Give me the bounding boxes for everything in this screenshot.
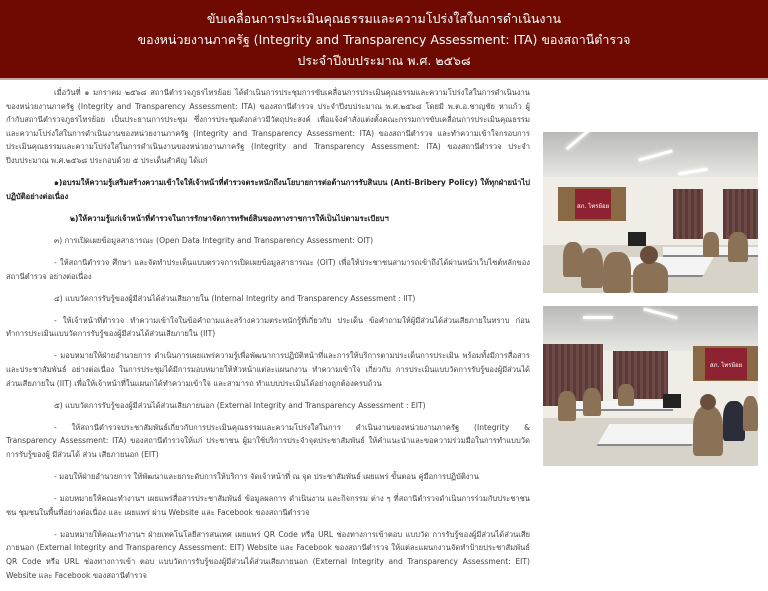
item-4-detail-1: - ให้เจ้าหน้าที่ตำรวจ ทำความเข้าใจในข้อคำถามและสร้างความตระหนักรู้ที่เกี่ยวกับ ประเด็น ข้อคำถามให้ผู้มีส่วนได้ส่วนเสียภายในทราบ ก่อนทำการประเมินแบบวัดการรับรู้ของผู้มีส่วนได้ส่วนเสียภายใน (IIT) [6, 315, 530, 339]
item-1: ๑)อบรมให้ความรู้เสริมสร้างความเข้าใจให้เจ้าหน้าที่ตำรวจตระหนักถึงนโยบายการต่อต้านการรับสินบน (Anti-Bribery Policy) ให้ทุกฝ่ายนำไปปฏิบัติอย่างต่อเนื่อง [6, 178, 530, 201]
station-sign: สภ. ไทรย้อย [575, 189, 611, 219]
item-5-detail-2: - มอบให้ฝ่ายอำนวยการ ให้พัฒนาและยกระดับการให้บริการ จัดเจ้าหน้าที่ ณ จุด ประชาสัมพันธ์ เผยแพร่ ขั้นตอน คู่มือการปฏิบัติงาน [54, 472, 479, 482]
meeting-photo-2 [543, 306, 758, 466]
item-5: ๕) แบบวัดการรับรู้ของผู้มีส่วนได้ส่วนเสียภายนอก (External Integrity and Transparency Assessment : EIT) [54, 400, 426, 410]
item-3-detail: - ให้สถานีตำรวจ ศึกษา และจัดทำประเด็นแบบตรวจการเปิดเผยข้อมูลสาธารณะ (OIT) เพื่อให้ประชาชนสามารถเข้าถึงได้ผ่านหน้าเว็บไซต์หลักของสถานีตำรวจ อย่างต่อเนื่อง [6, 257, 530, 281]
item-3: ๓) การเปิดเผยข้อมูลสาธารณะ (Open Data Integrity and Transparency Assessment: OIT) [54, 235, 374, 245]
article-body [6, 86, 530, 591]
meeting-photo-1 [543, 132, 758, 293]
item-4-detail-2: - มอบหมายให้ฝ่ายอำนวยการ ดำเนินการเผยแพร่ความรู้เพื่อพัฒนาการปฏิบัติหน้าที่และการให้บริการตามประเด็นการประเมิน พร้อมทั้งมีการสื่อสาร และประชาสัมพันธ์ อย่างต่อเนื่อง ในการประชุมได้มีการมอบหมายให้หัวหน้าแต่ละแผนกงาน ทำความเข้าใจ เกี่ยวกับ การประเมินแบบวัดการรับรู้ของผู้มีส่วนได้ส่วนเสียภายใน (IIT) เพื่อให้เจ้าหน้าที่ในแผนกได้ทำความเข้าใจ และสามารถ ทำแบบประเมินได้อย่างถูกต้องครบถ้วน [6, 351, 530, 388]
intro-paragraph: เมื่อวันที่ ๑ มกราคม ๒๕๖๘ สถานีตำรวจภูธรไทรย้อย ได้ดำเนินการประชุมการขับเคลื่อนการประเมินคุณธรรมและความโปร่งใสในการดำเนินงาน ของหน่วยงานภาครัฐ (Integrity and Transparency Assessment: ITA) ของสถานีตำรวจ ประจำปีงบประมาณ พ.ศ.๒๕๖๘ โดยมี พ.ต.อ.ชาญชัย หาแก้ว ผู้กำกับสถานีตำรวจภูธรไทรย้อย เป็นประธานการประชุม ซึ่งการประชุมดังกล่าวมีวัตถุประสงค์ เพื่อแจ้งคำสั่งแต่งตั้งคณะกรรมการขับเคลื่อนการประเมินคุณธรรมและความโปร่งใสในการดำเนินงานของหน่วยงานภาครัฐ (Integrity and Transparency Assessment: ITA) ของสถานีตำรวจ และทำความเข้าใจกรอบการประเมินคุณธรรมและความโปร่งใสในการดำเนินงานของหน่วยงานภาครัฐ (Integrity and Transparency Assessment: ITA) ของสถานีตำรวจ ประจำปีงบประมาณ พ.ศ.๒๕๖๘ ประกอบด้วย ๕ ประเด็นสำคัญ ได้แก่ [6, 88, 530, 165]
page-title-line-2: ของหน่วยงานภาครัฐ (Integrity and Transparency Assessment: ITA) ของสถานีตำรวจ [137, 32, 631, 47]
page-title-line-1: ขับเคลื่อนการประเมินคุณธรรมและความโปร่งใสในการดำเนินงาน [206, 11, 562, 26]
item-4: ๔) แบบวัดการรับรู้ของผู้มีส่วนได้ส่วนเสียภายใน (Internal Integrity and Transparency Assessment : IIT) [54, 293, 416, 303]
item-2: ๒)ให้ความรู้แก่เจ้าหน้าที่ตำรวจในการรักษาจัดการทรัพย์สินของทางราชการให้เป็นไปตามระเบียบฯ [70, 213, 389, 223]
page-header [0, 0, 768, 80]
item-5-detail-4: - มอบหมายให้คณะทำงานฯ ฝ่ายเทคโนโลยีสารสนเทศ เผยแพร่ QR Code หรือ URL ช่องทางการเข้าตอบ แบบวัด การรับรู้ของผู้มีส่วนได้ส่วนเสียภายนอก (External Integrity and Transparency Assessment: EIT) Website และ Facebook ของสถานีตำรวจ ให้แต่ละแผนกงานจัดทำป้ายประชาสัมพันธ์ QR Code หรือ URL ช่องทางการเข้า ตอบ แบบวัดการรับรู้ของผู้มีส่วนได้ส่วนเสียภายนอก (External Integrity and Transparency Assessment: EIT) Website และ Facebook ของสถานีตำรวจ [6, 529, 530, 580]
item-5-detail-1: - ให้สถานีตำรวจประชาสัมพันธ์เกี่ยวกับการประเมินคุณธรรมและความโปร่งใสในการ ดำเนินงานของหน่วยงานภาครัฐ (Integrity & Transparency Assessment: ITA) ของสถานีตำรวจให้แก่ ประชาชน ผู้มาใช้บริการประจำจุดประชาสัมพันธ์ ให้คำแนะนำและขอความร่วมมือในการทำแบบวัดการรับรู้ของผู้ มีส่วนได้ ส่วน เสียภายนอก (EIT) [6, 422, 530, 459]
page-title-line-3: ประจำปีงบประมาณ พ.ศ. ๒๕๖๘ [297, 53, 471, 68]
station-sign-2: สภ. ไทรย้อย [705, 348, 747, 380]
item-5-detail-3: - มอบหมายให้คณะทำงานฯ เผยแพร่สื่อสารประชาสัมพันธ์ ข้อมูลผลการ ดำเนินงาน และกิจกรรม ต่าง ๆ ที่สถานีตำรวจดำเนินการร่วมกับประชาชนชน ชุมชนในพื้นที่อย่างต่อเนื่อง และ เผยแพร่ ผ่าน Website และ Facebook ของสถานีตำรวจ [6, 494, 530, 517]
